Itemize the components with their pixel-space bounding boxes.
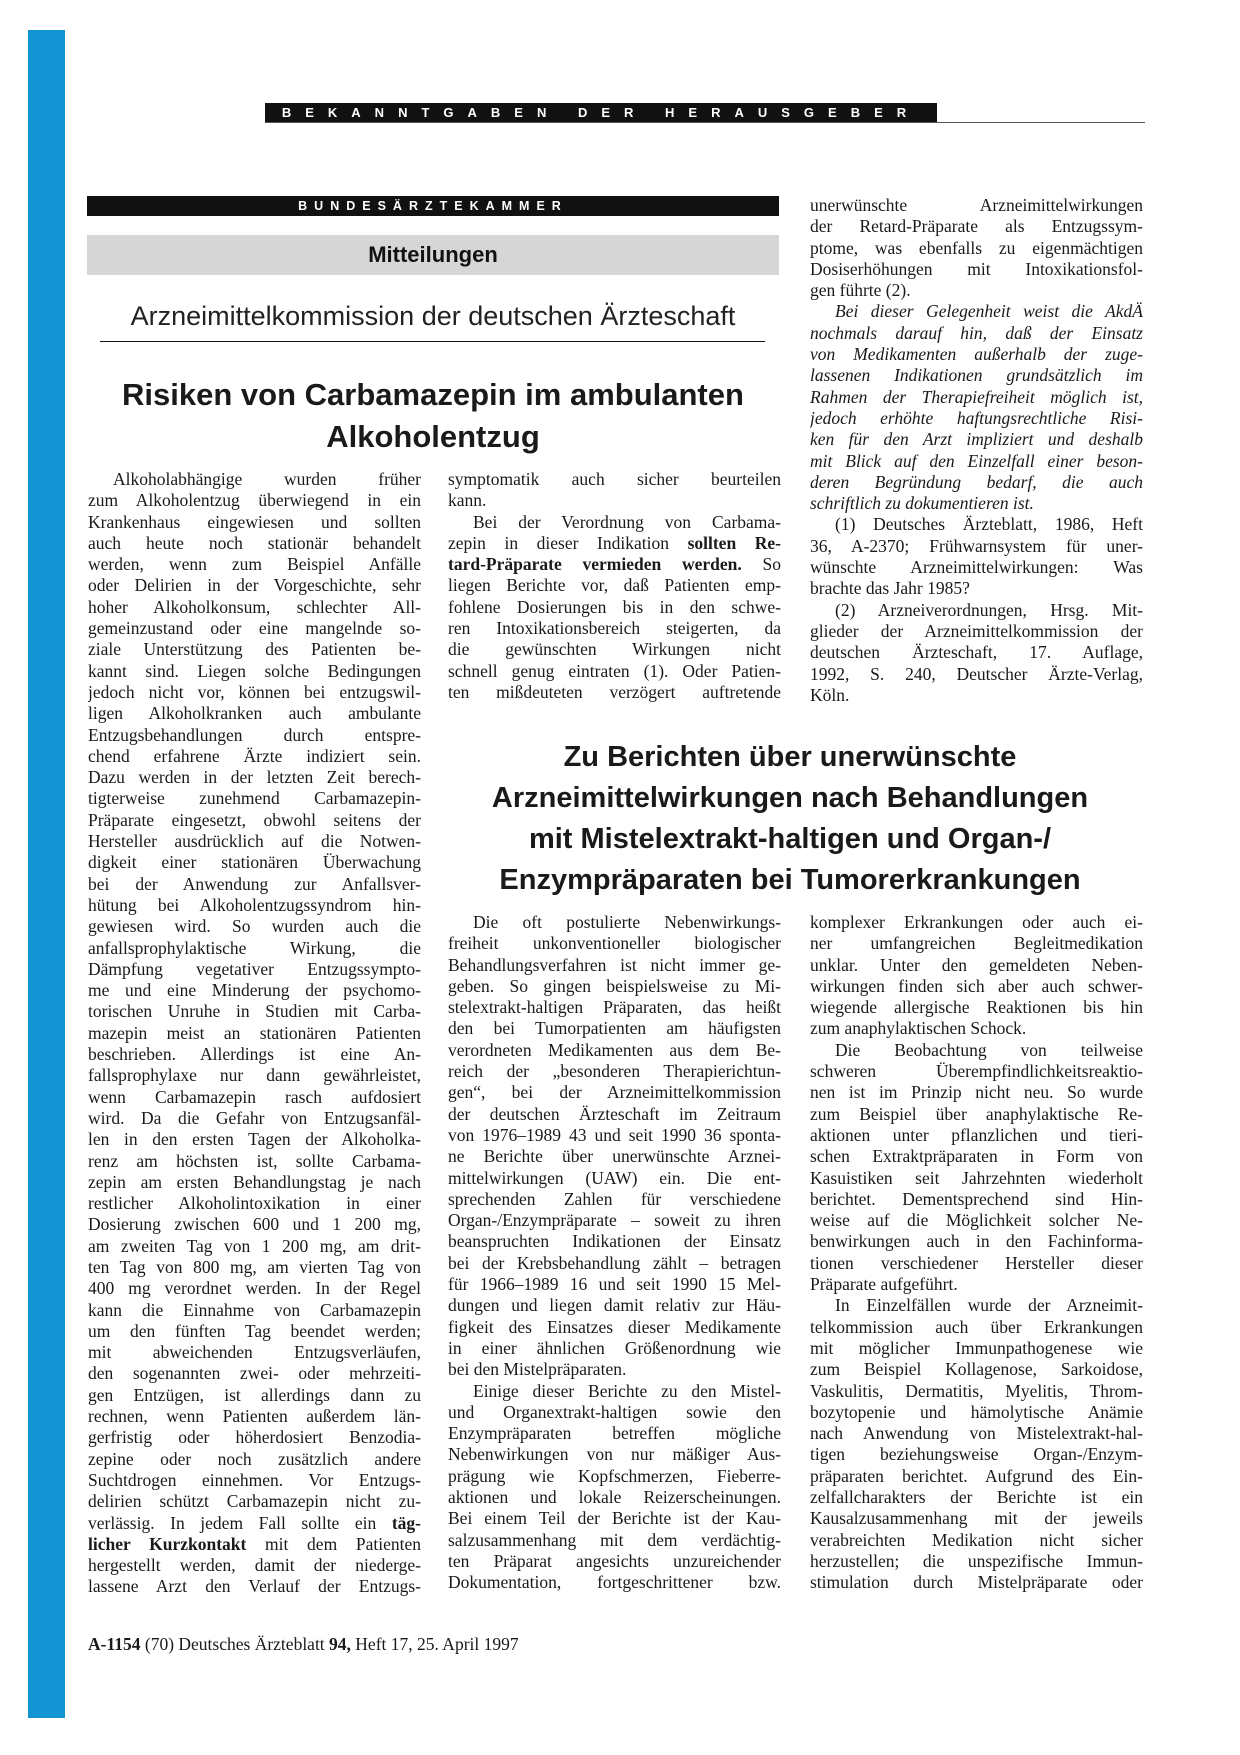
article2-text-line: freiheit unkonventioneller biologischer — [448, 933, 781, 954]
article2-text-line: zum Beispiel über anaphylaktische Re- — [810, 1103, 1143, 1124]
accent-sidebar-bar — [28, 30, 65, 1718]
reference-line: wünschte Arzneimittelwirkungen: Was — [810, 557, 1143, 578]
article1-text-line: mazepin meist an stationären Patienten — [88, 1022, 421, 1043]
article1-text-line: gen führte (2). — [810, 280, 911, 301]
article2-text-line: herzustellen; die unspezifische Immun- — [810, 1550, 1143, 1571]
article1-text-line: mit abweichenden Entzugsverläufen, — [88, 1342, 421, 1363]
article1-text-line: Entzugsbehandlungen durch entspre- — [88, 724, 421, 745]
page-footer — [88, 1634, 519, 1655]
article2-title-line: Enzympräparaten bei Tumorerkrankungen — [499, 864, 1081, 896]
article1-text-line: wenn Carbamazepin rasch aufdosiert — [88, 1086, 421, 1107]
editorial-note-line: deren Begründung bedarf, die auch — [810, 471, 1143, 492]
reference-line: 36, A-2370; Frühwarnsystem für uner- — [810, 535, 1143, 556]
article2-text-line: ten Präparat angesichts unzureichender — [448, 1550, 781, 1571]
article1-text-line: beschrieben. Allerdings ist eine An- — [88, 1044, 421, 1065]
footer-volume: 94, — [329, 1634, 351, 1654]
article2-text-line: schen Extraktpräparaten in Form von — [810, 1146, 1143, 1167]
article2-text-line: figkeit des Einsatzes dieser Medikamente — [448, 1316, 781, 1337]
article1-text-line: me und eine Minderung der psychomo- — [88, 980, 421, 1001]
page-number: A-1154 — [88, 1634, 141, 1654]
article1-text-line: auch heute noch stationär behandelt — [88, 532, 421, 553]
article1-text-line: gewiesen wird. So wurden auch die — [88, 916, 421, 937]
article2-text-line: zum anaphylaktischen Schock. — [810, 1018, 1027, 1039]
article2-text-line: den bei Tumorpatienten am häufigsten — [448, 1018, 781, 1039]
article2-text-line: nen ist im Prinzip nicht neu. So wurde — [810, 1082, 1143, 1103]
article2-text-line: Organ-/Enzympräparate – soweit zu ihren — [448, 1210, 781, 1231]
article2-text-line: ner umfangreichen Begleitmedikation — [810, 933, 1143, 954]
article2-text-line: bei den Mistelpräparaten. — [448, 1359, 627, 1380]
article2-text-line: beanspruchten Indikationen der Einsatz — [448, 1231, 781, 1252]
article1-text-line: fohlene Dosierungen bis in den schwe- — [448, 596, 781, 617]
article1-column-3 — [810, 195, 1143, 706]
article1-text-line: restlicher Alkoholintoxikation in einer — [88, 1193, 421, 1214]
article1-text-line: len in den ersten Tagen der Alkoholka- — [88, 1129, 421, 1150]
reference-line: glieder der Arzneimittelkommission der — [810, 620, 1143, 641]
article2-text-line: Präparate aufgeführt. — [810, 1274, 958, 1295]
article2-text-line: Die Beobachtung von teilweise — [835, 1039, 1143, 1060]
article2-text-line: sprechenden Zahlen für verschiedene — [448, 1188, 781, 1209]
article1-text-line: licher Kurzkontakt mit dem Patienten — [88, 1533, 421, 1554]
article2-column-2 — [810, 912, 1143, 1594]
article1-column-1 — [88, 469, 421, 1598]
article1-text-line: liegen Berichte vor, daß Patienten emp- — [448, 575, 781, 596]
article1-text-line: schnell genug eintraten (1). Oder Patien- — [448, 660, 781, 681]
article2-text-line: telkommission auch über Erkrankungen — [810, 1316, 1143, 1337]
article1-text-line: ren Intoxikationsbereich steigerten, da — [448, 618, 781, 639]
article2-text-line: prägung wie Kopfschmerzen, Fieberre- — [448, 1465, 781, 1486]
article2-text-line: bei der Krebsbehandlung zählt – betragen — [448, 1252, 781, 1273]
article1-text-line: gen Entzügen, ist allerdings dann zu — [88, 1384, 421, 1405]
article1-text-line: gemeinzustand oder eine mangelnde so- — [88, 618, 421, 639]
running-header: BEKANNTGABEN DER HERAUSGEBER — [265, 103, 937, 123]
editorial-note-line: jedoch erhöhte haftungsrechtliche Risi- — [810, 407, 1143, 428]
article1-text-line: Krankenhaus eingewiesen und sollten — [88, 511, 421, 532]
article1-text-line: lassene Arzt den Verlauf der Entzugs- — [88, 1576, 421, 1597]
editorial-note-line: mit Blick auf den Einzelfall einer beson- — [810, 450, 1143, 471]
article2-text-line: salzusammenhang mit dem verdächtig- — [448, 1529, 781, 1550]
article1-text-line: kann. — [448, 490, 487, 511]
editorial-note-line: schriftlich zu dokumentieren ist. — [810, 493, 1034, 514]
article1-text-line: anfallsprophylaktische Wirkung, die — [88, 937, 421, 958]
article2-text-line: für 1966–1989 16 und seit 1990 15 Mel- — [448, 1274, 781, 1295]
article1-text-line: Hersteller ausdrücklich auf die Notwen- — [88, 831, 421, 852]
article2-text-line: geben. So gingen beispielsweise zu Mi- — [448, 975, 781, 996]
reference-line: (2) Arzneiverordnungen, Hrsg. Mit- — [835, 599, 1143, 620]
article2-text-line: stimulation durch Mistelpräparate oder — [810, 1572, 1143, 1593]
article2-text-line: komplexer Erkrankungen oder auch ei- — [810, 912, 1143, 932]
article2-title-line: Zu Berichten über unerwünschte — [563, 741, 1017, 773]
article2-text-line: zum Beispiel Kollagenose, Sarkoidose, — [810, 1359, 1143, 1380]
article1-text-line: delirien schützt Carbamazepin nicht zu- — [88, 1491, 421, 1512]
article1-text-line: am zweiten Tag von 1 200 mg, am drit- — [88, 1235, 421, 1256]
article1-text-line: Suchtdrogen einnehmen. Vor Entzugs- — [88, 1469, 421, 1490]
article1-title-line: Risiken von Carbamazepin im ambulanten — [122, 377, 744, 412]
article1-text-line: ligen Alkoholkranken auch ambulante — [88, 703, 421, 724]
article2-text-line: bozytopenie und hämolytische Anämie — [810, 1401, 1143, 1422]
article2-text-line: unklar. Unter den gemeldeten Neben- — [810, 954, 1143, 975]
article1-text-line: renz am höchsten ist, sollte Carbama- — [88, 1150, 421, 1171]
article1-text-line: gerfristig oder höherdosiert Benzodia- — [88, 1427, 421, 1448]
article2-text-line: Enzympräparaten betreffen mögliche — [448, 1423, 781, 1444]
organization-rule — [100, 341, 765, 342]
article2-column-1 — [448, 912, 781, 1594]
article1-text-line: den sogenannten zwei- oder mehrzeiti- — [88, 1363, 421, 1384]
article2-text-line: mit möglicher Immunpathogenese wie — [810, 1337, 1143, 1358]
article2-text-line: verabreichten Medikation nicht sicher — [810, 1529, 1143, 1550]
article2-text-line: von 1976–1989 43 und seit 1990 36 sponta- — [448, 1124, 781, 1145]
article1-text-line: hoher Alkoholkonsum, schlechter All- — [88, 596, 421, 617]
article1-text-line: hergestellt werden, damit der niederge- — [88, 1555, 421, 1576]
header-rule — [265, 122, 1145, 123]
article1-text-line: werden, wenn zum Beispiel Anfälle — [88, 554, 421, 575]
article1-text-line: zepin am ersten Behandlungstag je nach — [88, 1171, 421, 1192]
editorial-note-line: Rahmen der Therapiefreiheit möglich ist, — [810, 386, 1143, 407]
article2-text-line: Bei einem Teil der Berichte ist der Kau- — [448, 1508, 781, 1529]
article1-text-line: symptomatik auch sicher beurteilen — [448, 469, 781, 489]
organization-heading: Arzneimittelkommission der deutschen Ärzteschaft — [130, 301, 736, 331]
article2-text-line: aktionen und lokale Reizerscheinungen. — [448, 1487, 781, 1508]
article1-text-line: der Retard-Präparate als Entzugssym- — [810, 216, 1143, 237]
article1-text-line: kann die Einnahme von Carbamazepin — [88, 1299, 421, 1320]
editorial-note-line: lassenen Indikationen grundsätzlich im — [810, 365, 1143, 386]
article2-text-line: Einige dieser Berichte zu den Mistel- — [473, 1380, 781, 1401]
footer-issue: (70) Deutsches Ärzteblatt — [144, 1634, 330, 1654]
article1-text-line: tard-Präparate vermieden werden. So — [448, 554, 781, 575]
article2-text-line: ne Berichte über unerwünschte Arznei- — [448, 1146, 781, 1167]
article2-text-line: wirkungen finden sich aber auch schwer- — [810, 975, 1143, 996]
article1-text-line: kannt sind. Liegen solche Bedingungen — [88, 660, 421, 681]
article2-text-line: reich der „besonderen Therapierichtun- — [448, 1061, 781, 1082]
article2-text-line: Dokumentation, fortgeschrittener bzw. — [448, 1572, 781, 1593]
article2-text-line: Die oft postulierte Nebenwirkungs- — [473, 912, 781, 932]
article2-text-line: Kausalzusammenhang mit der jeweils — [810, 1508, 1143, 1529]
article2-title-line: mit Mistelextrakt-haltigen und Organ-/ — [528, 823, 1052, 855]
article1-text-line: unerwünschte Arzneimittelwirkungen — [810, 195, 1143, 215]
article2-text-line: weise auf die Möglichkeit solcher Ne- — [810, 1210, 1143, 1231]
article2-text-line: mittelwirkungen (UAW) ein. Die ent- — [448, 1167, 781, 1188]
footer-date: Heft 17, 25. April 1997 — [350, 1634, 519, 1654]
article2-text-line: tionen verschiedener Hersteller dieser — [810, 1252, 1143, 1273]
reference-line: Köln. — [810, 684, 850, 705]
article2-text-line: Vaskulitis, Dermatitis, Myelitis, Throm- — [810, 1380, 1143, 1401]
article2-text-line: In Einzelfällen wurde der Arzneimit- — [835, 1295, 1143, 1316]
article1-text-line: rechnen, wenn Patienten außerdem län- — [88, 1406, 421, 1427]
article2-text-line: und Organextrakt-haltigen sowie den — [448, 1401, 781, 1422]
article2-title — [440, 737, 1140, 901]
article1-text-line: ten mißdeuteten verzögert auftretende — [448, 681, 781, 702]
article1-text-line: wird. Da die Gefahr von Entzugsanfäl- — [88, 1107, 421, 1128]
article2-text-line: zelfallcharakters der Berichte ist ein — [810, 1487, 1143, 1508]
article2-text-line: berichtet. Dementsprechend sind Hin- — [810, 1188, 1143, 1209]
article2-text-line: nach Anwendung von Mistelextrakt-hal- — [810, 1423, 1143, 1444]
article2-text-line: stelextrakt-haltigen Präparaten, das heißt — [448, 997, 781, 1018]
article1-text-line: digkeit einer stationären Überwachung — [88, 852, 421, 873]
article1-title — [87, 374, 779, 458]
article1-text-line: tigterweise zunehmend Carbamazepin- — [88, 788, 421, 809]
article2-text-line: schweren Überempfindlichkeitsreaktio- — [810, 1061, 1143, 1082]
article2-text-line: aktionen unter pflanzlichen und tieri- — [810, 1124, 1143, 1145]
editorial-note-line: ken für den Arzt impliziert und deshalb — [810, 429, 1143, 450]
article1-text-line: Dosierung zwischen 600 und 1 200 mg, — [88, 1214, 421, 1235]
article1-text-line: torischen Unruhe in Studien mit Carba- — [88, 1001, 421, 1022]
article2-text-line: gen“, bei der Arzneimittelkommission — [448, 1082, 781, 1103]
article1-text-line: ten Tag von 800 mg, am vierten Tag von — [88, 1256, 421, 1277]
article1-text-line: zum Alkoholentzug überwiegend in ein — [88, 490, 421, 511]
article1-text-line: um den fünften Tag beendet werden; — [88, 1320, 421, 1341]
reference-line: 1992, S. 240, Deutscher Ärzte-Verlag, — [810, 663, 1143, 684]
article1-text-line: chend erfahrene Ärzte indiziert sein. — [88, 745, 421, 766]
reference-line: (1) Deutsches Ärzteblatt, 1986, Heft — [835, 514, 1143, 535]
article1-text-line: Präparate eingesetzt, obwohl seitens der — [88, 809, 421, 830]
article2-text-line: Behandlungsverfahren ist nicht immer ge- — [448, 954, 781, 975]
article1-text-line: hütung bei Alkoholentzugssyndrom hin- — [88, 894, 421, 915]
section-box-title: Mitteilungen — [87, 235, 779, 275]
article2-text-line: dungen und liegen damit relativ zur Häu- — [448, 1295, 781, 1316]
article1-text-line: Alkoholabhängige wurden früher — [113, 469, 421, 489]
article1-text-line: oder Delirien in der Vorgeschichte, sehr — [88, 575, 421, 596]
article1-text-line: jedoch nicht vor, können bei entzugswil- — [88, 681, 421, 702]
editorial-note-line: Bei dieser Gelegenheit weist die AkdÄ — [835, 301, 1143, 322]
article2-text-line: Kasuistiken seit Jahrzehnten wiederholt — [810, 1167, 1143, 1188]
reference-line: brachte das Jahr 1985? — [810, 578, 970, 599]
article1-title-line: Alkoholentzug — [326, 419, 540, 454]
article1-text-line: Dämpfung vegetativer Entzugssympto- — [88, 958, 421, 979]
editorial-note-line: nochmals darauf hin, daß der Einsatz — [810, 322, 1143, 343]
section-label: BUNDESÄRZTEKAMMER — [87, 196, 779, 216]
article1-text-line: verlässig. In jedem Fall sollte ein täg- — [88, 1512, 421, 1533]
article2-text-line: der deutschen Ärzteschaft im Zeitraum — [448, 1103, 781, 1124]
article1-text-line: die gewünschten Wirkungen nicht — [448, 639, 781, 660]
article1-text-line: Dazu werden in der letzten Zeit berech- — [88, 767, 421, 788]
article1-text-line: Dosiserhöhungen mit Intoxikationsfol- — [810, 258, 1143, 279]
article2-text-line: Nebenwirkungen von nur mäßiger Aus- — [448, 1444, 781, 1465]
article1-text-line: Bei der Verordnung von Carbama- — [473, 511, 781, 532]
article1-text-line: fallsprophylaxe nur dann gewährleistet, — [88, 1065, 421, 1086]
article2-text-line: tigen beziehungsweise Organ-/Enzym- — [810, 1444, 1143, 1465]
article1-text-line: zepine oder noch zusätzlich andere — [88, 1448, 421, 1469]
article2-text-line: präparaten berichtet. Aufgrund des Ein- — [810, 1465, 1143, 1486]
article1-text-line: ptome, was ebenfalls zu eigenmächtigen — [810, 237, 1143, 258]
article2-text-line: verordneten Medikamenten aus dem Be- — [448, 1039, 781, 1060]
editorial-note-line: von Medikamenten außerhalb der zuge- — [810, 344, 1143, 365]
article1-text-line: bei der Anwendung zur Anfallsver- — [88, 873, 421, 894]
article2-text-line: benwirkungen auch in den Fachinforma- — [810, 1231, 1143, 1252]
article2-text-line: in einer ähnlichen Größenordnung wie — [448, 1337, 781, 1358]
article1-text-line: 400 mg verordnet werden. In der Regel — [88, 1278, 421, 1299]
article2-text-line: wiegende allergische Reaktionen bis hin — [810, 997, 1143, 1018]
reference-line: deutschen Ärzteschaft, 17. Auflage, — [810, 642, 1143, 663]
article1-text-line: ziale Unterstützung des Patienten be- — [88, 639, 421, 660]
article1-column-2 — [448, 469, 781, 703]
article2-title-line: Arzneimittelwirkungen nach Behandlungen — [491, 782, 1089, 814]
article1-text-line: zepin in dieser Indikation sollten Re- — [448, 532, 781, 553]
